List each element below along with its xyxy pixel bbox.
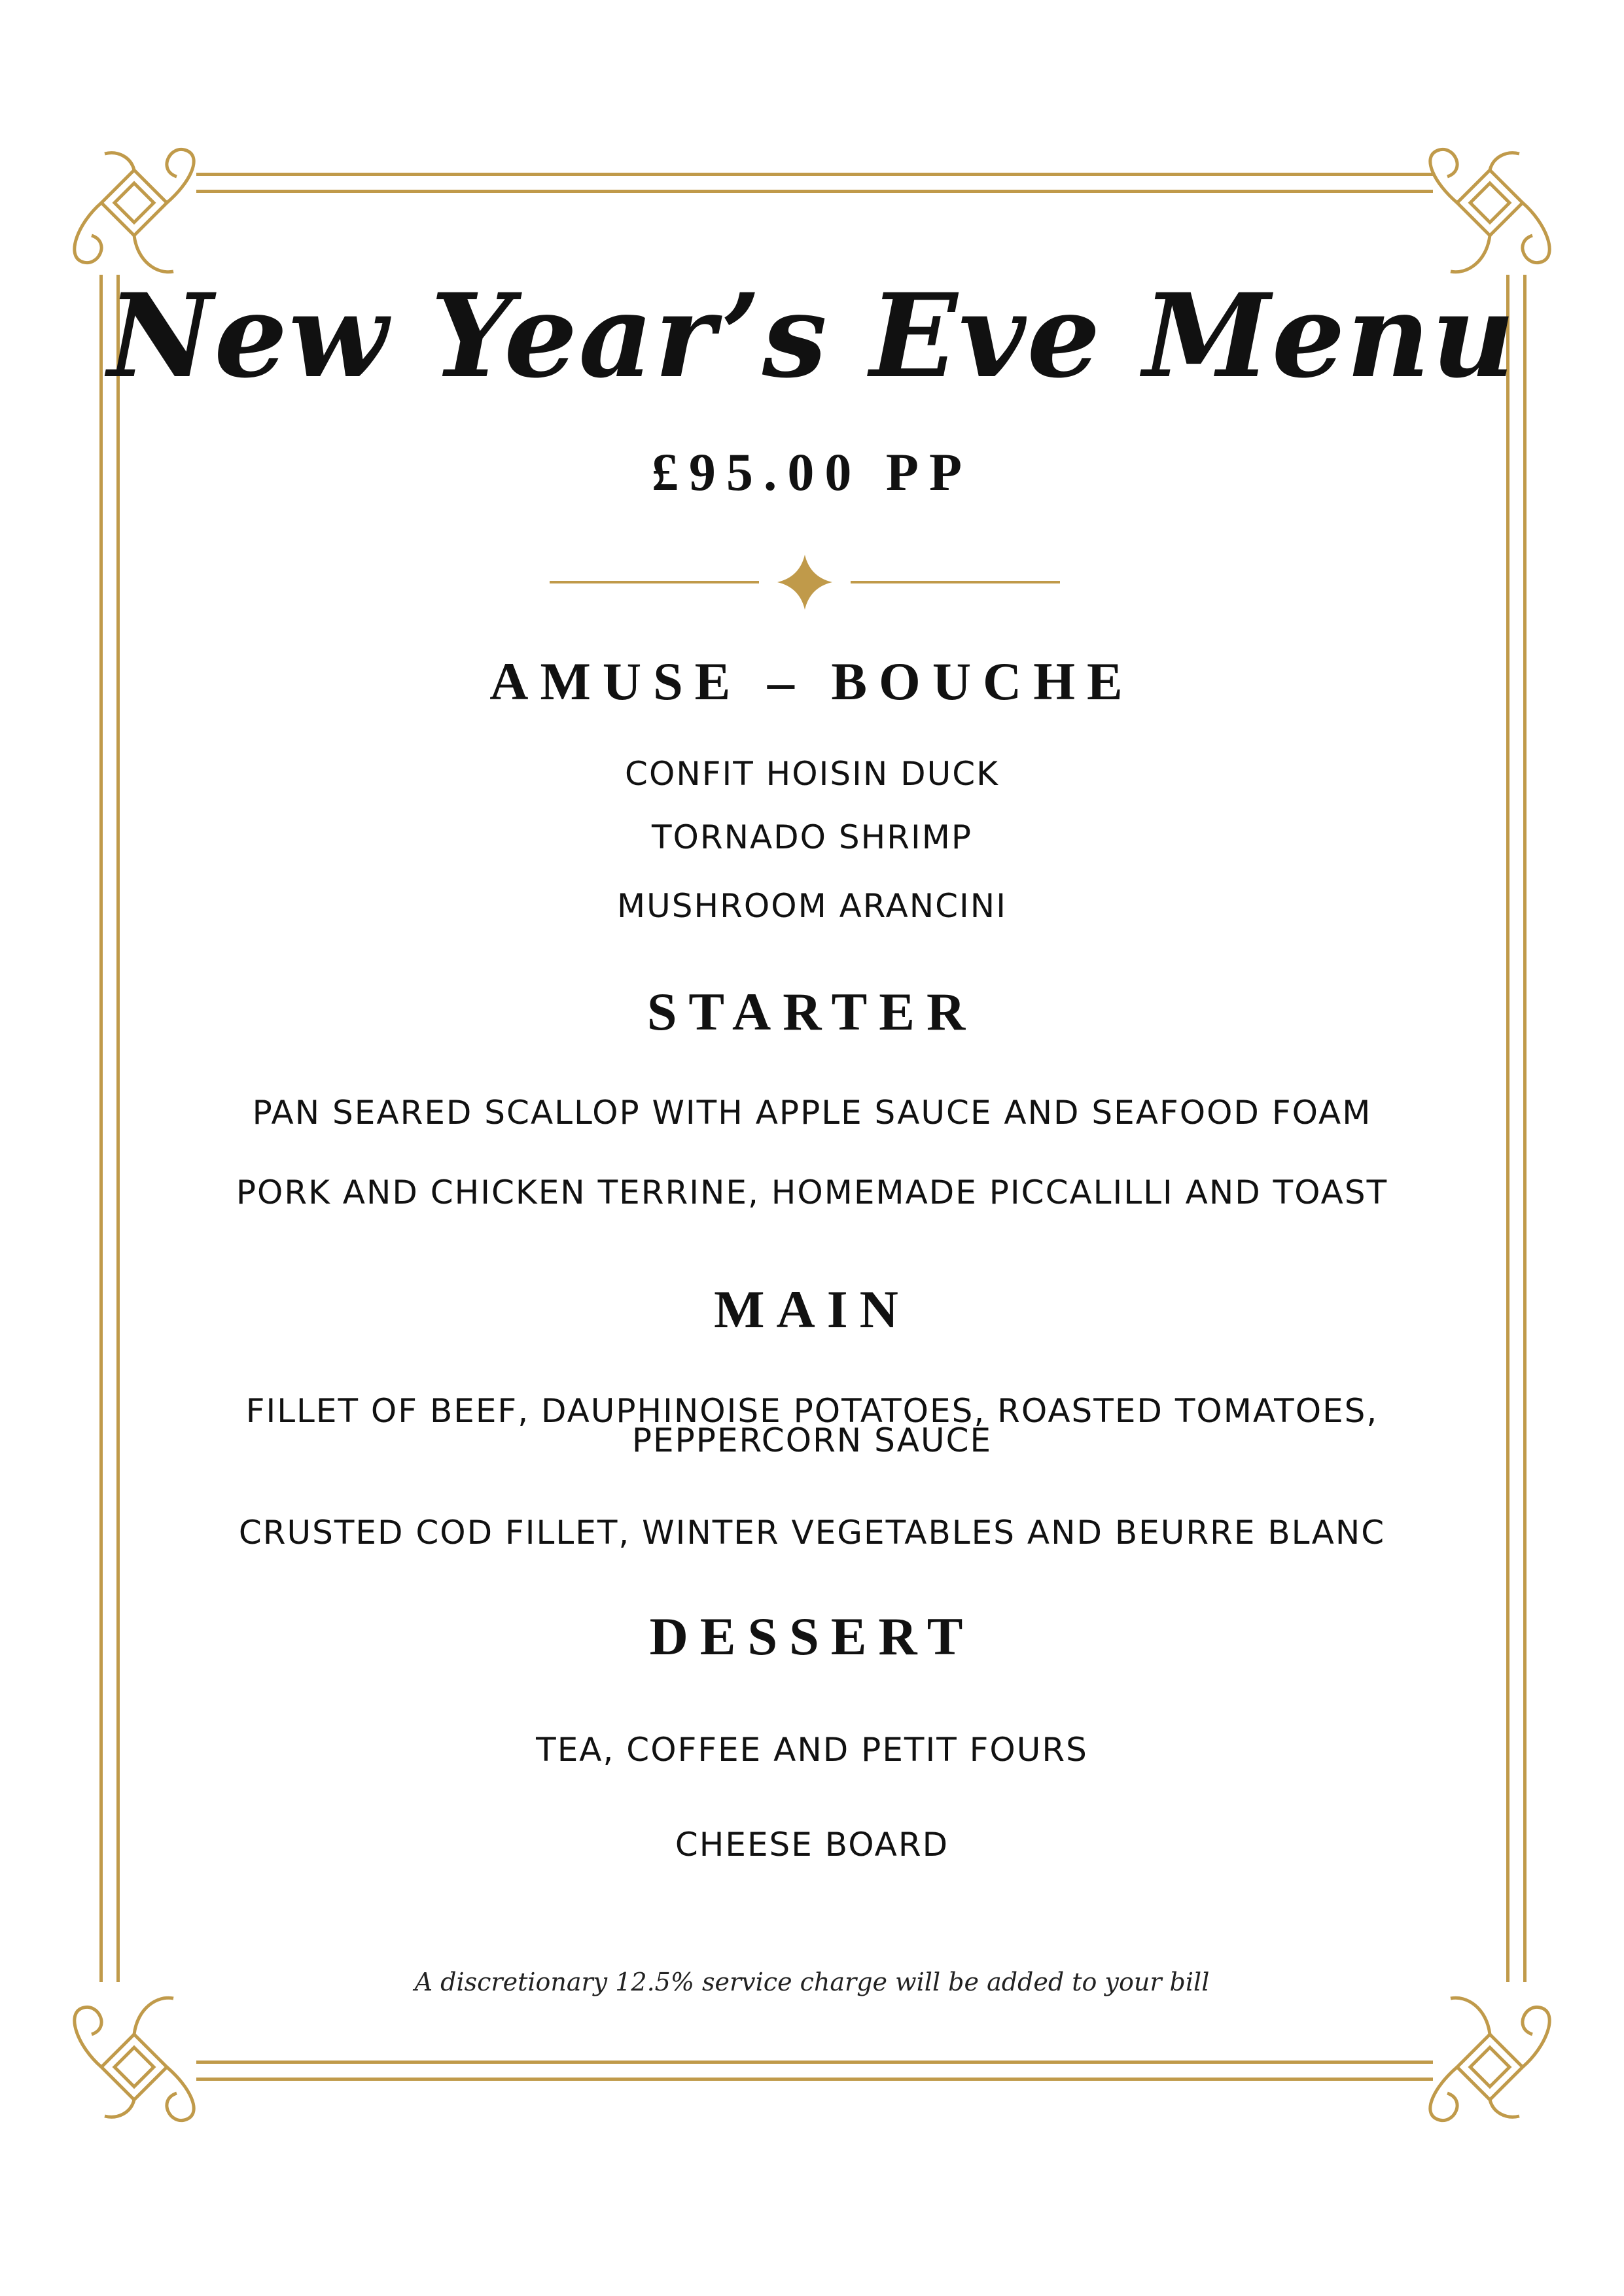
menu-item: TORNADO SHRIMP: [651, 818, 973, 856]
menu-item: PEPPERCORN SAUCE: [631, 1421, 993, 1459]
star-divider-icon: [543, 549, 1067, 615]
menu-title: New Year’s Eve Menu: [107, 268, 1517, 404]
section-heading-dessert: DESSERT: [649, 1607, 975, 1666]
section-heading-amuse-bouche: AMUSE – BOUCHE: [489, 652, 1135, 711]
frame-bottom-inner: [196, 2061, 1433, 2064]
corner-ornament-icon: [1415, 1975, 1565, 2126]
section-heading-main: MAIN: [714, 1279, 910, 1339]
menu-item: TEA, COFFEE AND PETIT FOURS: [536, 1731, 1088, 1769]
corner-ornament-icon: [59, 1975, 209, 2126]
menu-item: FILLET OF BEEF, DAUPHINOISE POTATOES, ROASTED TOMATOES,: [245, 1392, 1379, 1430]
section-heading-starter: STARTER: [646, 982, 978, 1041]
menu-item: PAN SEARED SCALLOP WITH APPLE SAUCE AND SEAFOOD FOAM: [252, 1094, 1372, 1132]
menu-item: CHEESE BOARD: [675, 1826, 949, 1864]
menu-item: CRUSTED COD FILLET, WINTER VEGETABLES AND BEURRE BLANC: [238, 1514, 1386, 1552]
service-charge-note: A discretionary 12.5% service charge will be added to your bill: [414, 1968, 1210, 1996]
menu-item: CONFIT HOISIN DUCK: [625, 755, 999, 793]
menu-item: PORK AND CHICKEN TERRINE, HOMEMADE PICCALILLI AND TOAST: [236, 1174, 1388, 1211]
menu-item: MUSHROOM ARANCINI: [617, 887, 1007, 925]
frame-bottom-outer: [196, 2078, 1433, 2081]
menu-price: £95.00 PP: [651, 442, 973, 502]
frame-top-inner: [196, 190, 1433, 193]
frame-top-outer: [196, 173, 1433, 176]
